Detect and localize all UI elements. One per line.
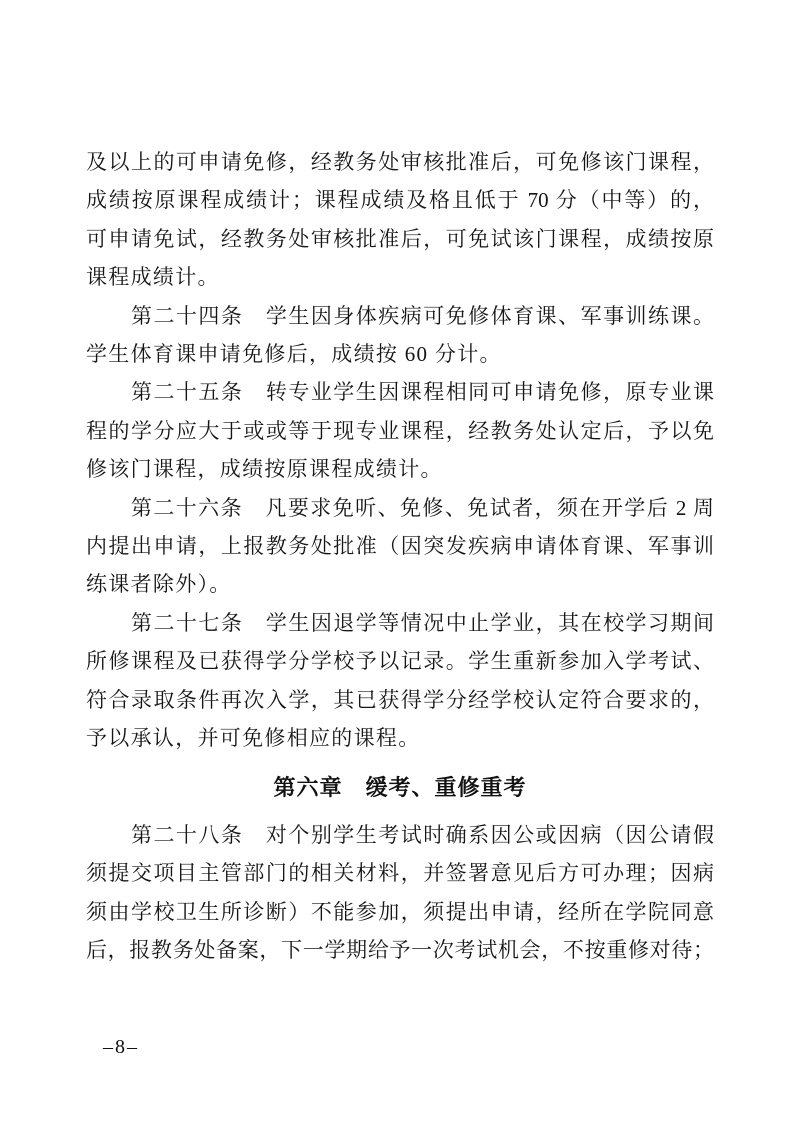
page-number: –8– xyxy=(103,1036,139,1058)
text-line: 后，报教务处备案，下一学期给予一次考试机会，不按重修对待； xyxy=(86,938,714,963)
paragraph xyxy=(86,373,714,488)
text-line: 学生体育课申请免修后，成绩按 60 分计。 xyxy=(86,342,502,367)
paragraph xyxy=(86,297,714,374)
text-line: 成绩按原课程成绩计；课程成绩及格且低于 70 分（中等）的， xyxy=(86,188,714,213)
text-line: 及以上的可申请免修，经教务处审核批准后，可免修该门课程， xyxy=(86,150,714,174)
document-body xyxy=(86,143,714,970)
text-line: 第二十四条 学生因身体疾病可免修体育课、军事训练课。 xyxy=(86,303,714,328)
text-line: 予以承认，并可免修相应的课程。 xyxy=(86,726,421,751)
paragraph xyxy=(86,816,714,970)
text-line: 第二十八条 对个别学生考试时确系因公或因病（因公请假 xyxy=(86,822,714,847)
text-line: 第二十七条 学生因退学等情况中止学业，其在校学习期间 xyxy=(86,610,714,635)
text-line: 第二十五条 转专业学生因课程相同可申请免修，原专业课 xyxy=(86,380,714,405)
paragraph xyxy=(86,489,714,604)
text-line: 修该门课程，成绩按原课程成绩计。 xyxy=(86,457,443,482)
paragraph xyxy=(86,143,714,297)
text-line: 须由学校卫生所诊断）不能参加，须提出申请，经所在学院同意 xyxy=(86,899,714,924)
text-line: 第二十六条 凡要求免听、免修、免试者，须在开学后 2 周 xyxy=(86,495,714,520)
text-line: 所修课程及已获得学分学校予以记录。学生重新参加入学考试、 xyxy=(86,649,714,674)
text-line: 内提出申请，上报教务处批准（因突发疾病申请体育课、军事训 xyxy=(86,534,714,559)
text-line: 程的学分应大于或或等于现专业课程，经教务处认定后，予以免 xyxy=(86,418,714,443)
chapter-heading: 第六章 缓考、重修重考 xyxy=(273,774,527,800)
text-line: 练课者除外）。 xyxy=(86,572,232,597)
text-line: 可申请免试，经教务处审核批准后，可免试该门课程，成绩按原 xyxy=(86,226,714,251)
text-line: 课程成绩计。 xyxy=(86,265,220,290)
text-line: 符合录取条件再次入学，其已获得学分经学校认定符合要求的， xyxy=(86,687,714,712)
text-line: 须提交项目主管部门的相关材料，并签署意见后方可办理；因病 xyxy=(86,861,714,886)
paragraph xyxy=(86,604,714,758)
